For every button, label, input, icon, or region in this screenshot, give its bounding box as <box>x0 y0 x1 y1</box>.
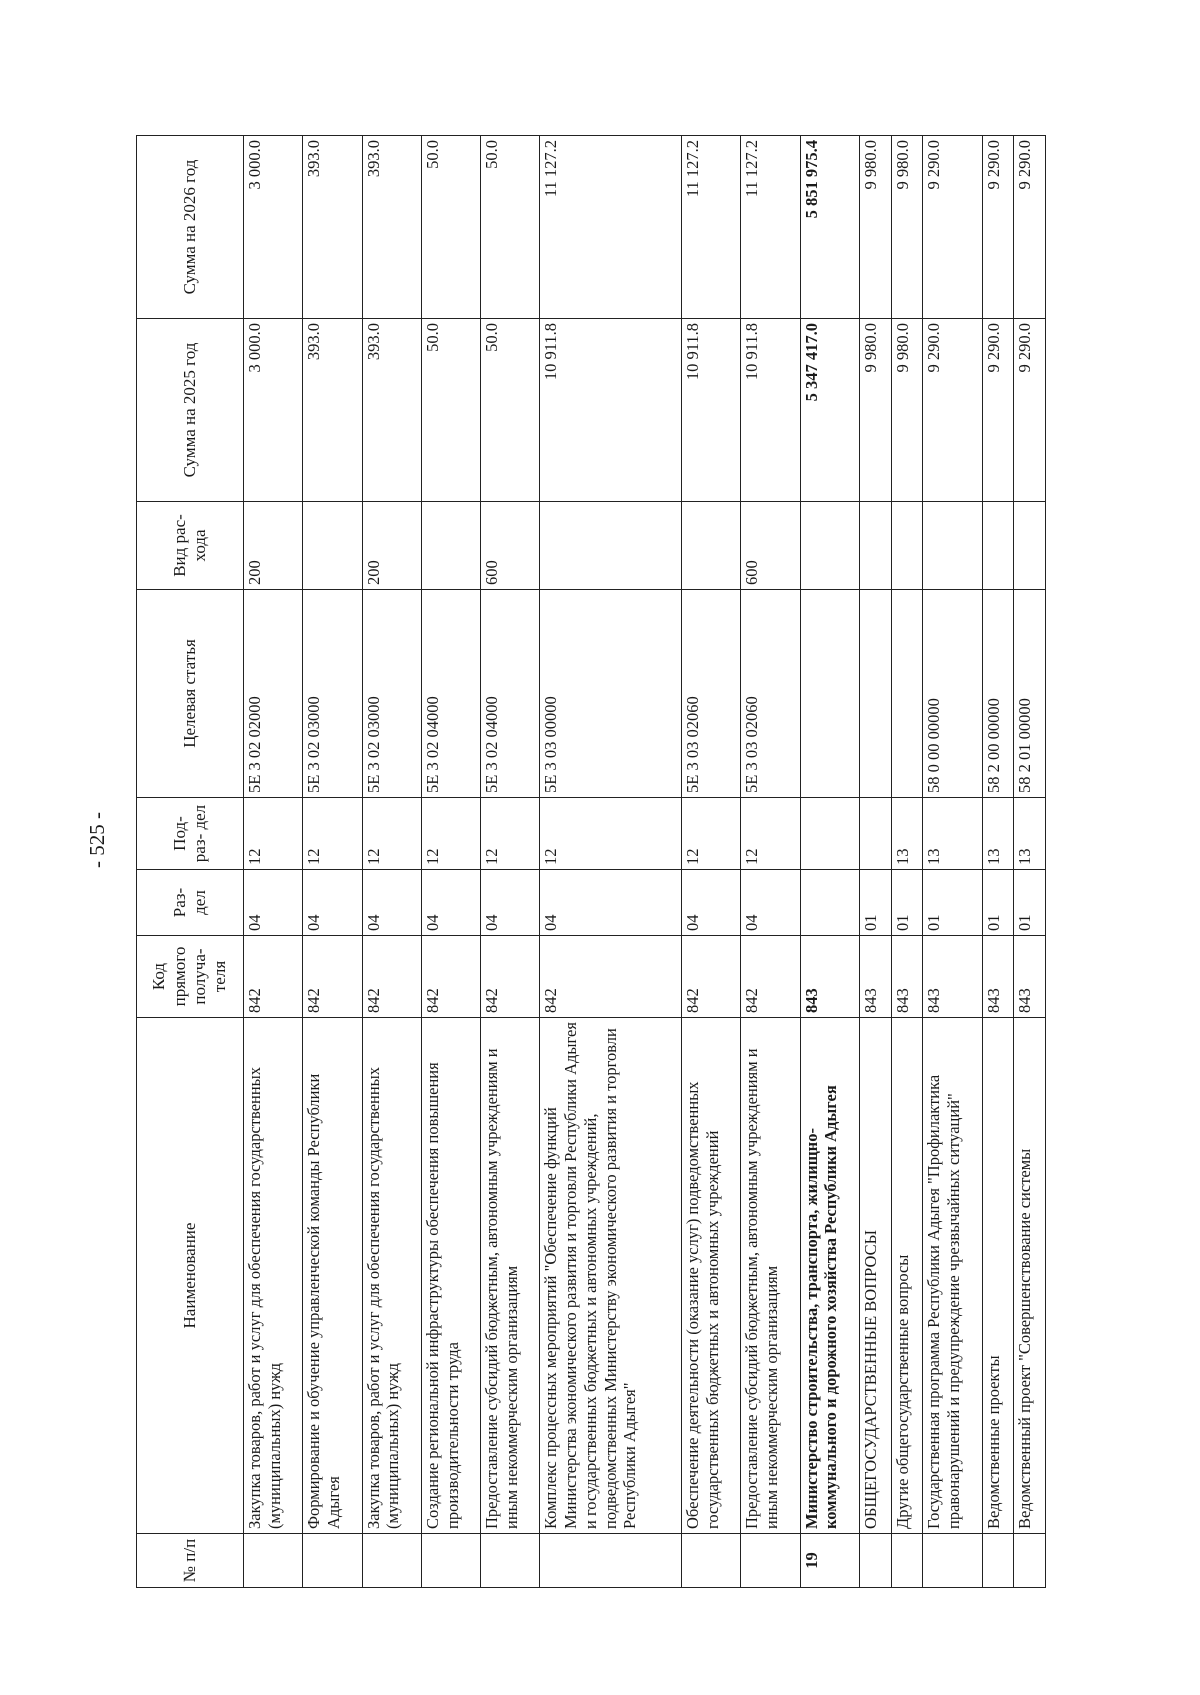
cell-razdel: 01 <box>923 870 982 936</box>
cell-vid: 600 <box>481 502 540 590</box>
table-row <box>682 136 741 1588</box>
cell-razdel: 04 <box>741 870 800 936</box>
cell-code: 843 <box>800 936 859 1018</box>
cell-code: 843 <box>982 936 1014 1018</box>
cell-name: Создание региональной инфраструктуры обеспечения повышения производительности труда <box>421 1018 480 1534</box>
cell-code: 842 <box>741 936 800 1018</box>
cell-sum2026: 9 980.0 <box>859 136 891 319</box>
cell-vid: 200 <box>244 502 303 590</box>
cell-razdel: 01 <box>891 870 923 936</box>
cell-sum2025: 10 911.8 <box>682 319 741 502</box>
cell-razdel: 04 <box>481 870 540 936</box>
rotated-table-wrapper <box>136 136 1046 1588</box>
cell-podrazdel: 12 <box>362 798 421 870</box>
table-row <box>303 136 362 1588</box>
cell-podrazdel: 12 <box>540 798 682 870</box>
cell-name: Ведомственный проект "Совершенствование системы <box>1014 1018 1046 1534</box>
cell-vid: 600 <box>741 502 800 590</box>
table-row <box>800 136 859 1588</box>
cell-vid <box>421 502 480 590</box>
cell-razdel: 04 <box>244 870 303 936</box>
cell-podrazdel: 12 <box>682 798 741 870</box>
cell-sum2026: 11 127.2 <box>741 136 800 319</box>
cell-num <box>244 1534 303 1588</box>
cell-vid <box>982 502 1014 590</box>
header-razdel: Раз- дел <box>137 870 244 936</box>
table-row <box>481 136 540 1588</box>
cell-code: 843 <box>859 936 891 1018</box>
table-body <box>244 136 1046 1588</box>
header-celevaya: Целевая статья <box>137 590 244 798</box>
cell-name: ОБЩЕГОСУДАРСТВЕННЫЕ ВОПРОСЫ <box>859 1018 891 1534</box>
header-sum2026: Сумма на 2026 год <box>137 136 244 319</box>
cell-code: 842 <box>540 936 682 1018</box>
cell-num <box>891 1534 923 1588</box>
cell-code: 842 <box>244 936 303 1018</box>
budget-table <box>136 135 1046 1588</box>
cell-code: 842 <box>682 936 741 1018</box>
cell-podrazdel <box>859 798 891 870</box>
cell-num <box>362 1534 421 1588</box>
table-row <box>982 136 1014 1588</box>
cell-sum2026: 50.0 <box>481 136 540 319</box>
cell-sum2026: 393.0 <box>303 136 362 319</box>
cell-vid <box>303 502 362 590</box>
cell-celevaya <box>859 590 891 798</box>
cell-code: 842 <box>303 936 362 1018</box>
header-code: Код прямого получа- теля <box>137 936 244 1018</box>
cell-razdel: 04 <box>362 870 421 936</box>
cell-num <box>540 1534 682 1588</box>
cell-name: Другие общегосударственные вопросы <box>891 1018 923 1534</box>
cell-celevaya: 5Е 3 03 02060 <box>741 590 800 798</box>
cell-sum2025: 9 290.0 <box>982 319 1014 502</box>
page-number: - 525 - <box>85 812 109 868</box>
cell-num <box>481 1534 540 1588</box>
cell-celevaya: 5Е 3 02 03000 <box>303 590 362 798</box>
cell-celevaya: 58 0 00 00000 <box>923 590 982 798</box>
cell-razdel: 01 <box>859 870 891 936</box>
cell-vid <box>891 502 923 590</box>
cell-celevaya: 5Е 3 02 02000 <box>244 590 303 798</box>
cell-podrazdel: 12 <box>303 798 362 870</box>
cell-sum2025: 9 290.0 <box>1014 319 1046 502</box>
cell-num <box>421 1534 480 1588</box>
cell-podrazdel: 12 <box>481 798 540 870</box>
cell-sum2025: 3 000.0 <box>244 319 303 502</box>
cell-sum2026: 9 290.0 <box>923 136 982 319</box>
cell-razdel <box>800 870 859 936</box>
cell-num: 19 <box>800 1534 859 1588</box>
table-row <box>540 136 682 1588</box>
cell-celevaya <box>891 590 923 798</box>
cell-sum2025: 393.0 <box>362 319 421 502</box>
cell-vid <box>800 502 859 590</box>
cell-name: Закупка товаров, работ и услуг для обеспечения государственных (муниципальных) нужд <box>362 1018 421 1534</box>
cell-celevaya: 58 2 01 00000 <box>1014 590 1046 798</box>
cell-name: Государственная программа Республики Адыгея "Профилактика правонарушений и предупреждение чрезвычайных ситуаций" <box>923 1018 982 1534</box>
table-row <box>421 136 480 1588</box>
cell-podrazdel <box>800 798 859 870</box>
cell-num <box>303 1534 362 1588</box>
cell-sum2026: 3 000.0 <box>244 136 303 319</box>
table-row <box>1014 136 1046 1588</box>
table-row <box>923 136 982 1588</box>
cell-vid <box>923 502 982 590</box>
header-num: № п/п <box>137 1534 244 1588</box>
table-row <box>891 136 923 1588</box>
cell-name: Комплекс процессных мероприятий "Обеспечение функций Министерства экономического развития и торговли Республики Адыгея и государственных бюджетных и автономных учреждений, подведомственных Министерству экономического развития и торговли Республики Адыгея" <box>540 1018 682 1534</box>
cell-razdel: 04 <box>303 870 362 936</box>
table-row <box>362 136 421 1588</box>
cell-vid <box>859 502 891 590</box>
cell-sum2025: 10 911.8 <box>741 319 800 502</box>
cell-name: Ведомственные проекты <box>982 1018 1014 1534</box>
cell-podrazdel: 12 <box>741 798 800 870</box>
cell-podrazdel: 13 <box>891 798 923 870</box>
cell-code: 842 <box>362 936 421 1018</box>
cell-num <box>923 1534 982 1588</box>
cell-sum2026: 5 851 975.4 <box>800 136 859 319</box>
cell-sum2025: 10 911.8 <box>540 319 682 502</box>
cell-name: Формирование и обучение управленческой команды Республики Адыгея <box>303 1018 362 1534</box>
cell-celevaya <box>800 590 859 798</box>
cell-sum2025: 9 290.0 <box>923 319 982 502</box>
header-podrazdel: Под- раз- дел <box>137 798 244 870</box>
header-sum2025: Сумма на 2025 год <box>137 319 244 502</box>
cell-podrazdel: 13 <box>923 798 982 870</box>
cell-podrazdel: 13 <box>1014 798 1046 870</box>
cell-sum2026: 9 980.0 <box>891 136 923 319</box>
cell-celevaya: 5Е 3 03 00000 <box>540 590 682 798</box>
cell-celevaya: 5Е 3 02 04000 <box>481 590 540 798</box>
table-header-row <box>137 136 244 1588</box>
cell-sum2025: 393.0 <box>303 319 362 502</box>
cell-sum2025: 50.0 <box>481 319 540 502</box>
cell-num <box>1014 1534 1046 1588</box>
cell-sum2025: 9 980.0 <box>891 319 923 502</box>
table-row <box>244 136 303 1588</box>
cell-celevaya: 5Е 3 03 02060 <box>682 590 741 798</box>
cell-code: 842 <box>481 936 540 1018</box>
cell-razdel: 01 <box>1014 870 1046 936</box>
cell-num <box>982 1534 1014 1588</box>
cell-podrazdel: 12 <box>244 798 303 870</box>
cell-vid <box>540 502 682 590</box>
cell-name: Предоставление субсидий бюджетным, автономным учреждениям и иным некоммерческим организациям <box>481 1018 540 1534</box>
cell-name: Закупка товаров, работ и услуг для обеспечения государственных (муниципальных) нужд <box>244 1018 303 1534</box>
cell-celevaya: 5Е 3 02 04000 <box>421 590 480 798</box>
cell-sum2026: 11 127.2 <box>682 136 741 319</box>
cell-sum2025: 5 347 417.0 <box>800 319 859 502</box>
cell-name: Обеспечение деятельности (оказание услуг) подведомственных государственных бюджетных и автономных учреждений <box>682 1018 741 1534</box>
cell-celevaya: 5Е 3 02 03000 <box>362 590 421 798</box>
cell-sum2026: 9 290.0 <box>1014 136 1046 319</box>
table-row <box>859 136 891 1588</box>
cell-sum2026: 9 290.0 <box>982 136 1014 319</box>
cell-vid <box>1014 502 1046 590</box>
cell-vid: 200 <box>362 502 421 590</box>
cell-num <box>859 1534 891 1588</box>
cell-sum2026: 393.0 <box>362 136 421 319</box>
header-vid: Вид рас- хода <box>137 502 244 590</box>
cell-sum2025: 9 980.0 <box>859 319 891 502</box>
cell-podrazdel: 12 <box>421 798 480 870</box>
header-name: Наименование <box>137 1018 244 1534</box>
cell-sum2025: 50.0 <box>421 319 480 502</box>
cell-code: 843 <box>923 936 982 1018</box>
cell-podrazdel: 13 <box>982 798 1014 870</box>
cell-code: 842 <box>421 936 480 1018</box>
cell-razdel: 01 <box>982 870 1014 936</box>
cell-razdel: 04 <box>682 870 741 936</box>
cell-name: Предоставление субсидий бюджетным, автономным учреждениям и иным некоммерческим организациям <box>741 1018 800 1534</box>
cell-sum2026: 50.0 <box>421 136 480 319</box>
cell-vid <box>682 502 741 590</box>
cell-celevaya: 58 2 00 00000 <box>982 590 1014 798</box>
cell-name: Министерство строительства, транспорта, жилищно-коммунального и дорожного хозяйства Республики Адыгея <box>800 1018 859 1534</box>
cell-code: 843 <box>1014 936 1046 1018</box>
cell-razdel: 04 <box>540 870 682 936</box>
cell-razdel: 04 <box>421 870 480 936</box>
cell-num <box>741 1534 800 1588</box>
cell-num <box>682 1534 741 1588</box>
table-row <box>741 136 800 1588</box>
cell-code: 843 <box>891 936 923 1018</box>
cell-sum2026: 11 127.2 <box>540 136 682 319</box>
